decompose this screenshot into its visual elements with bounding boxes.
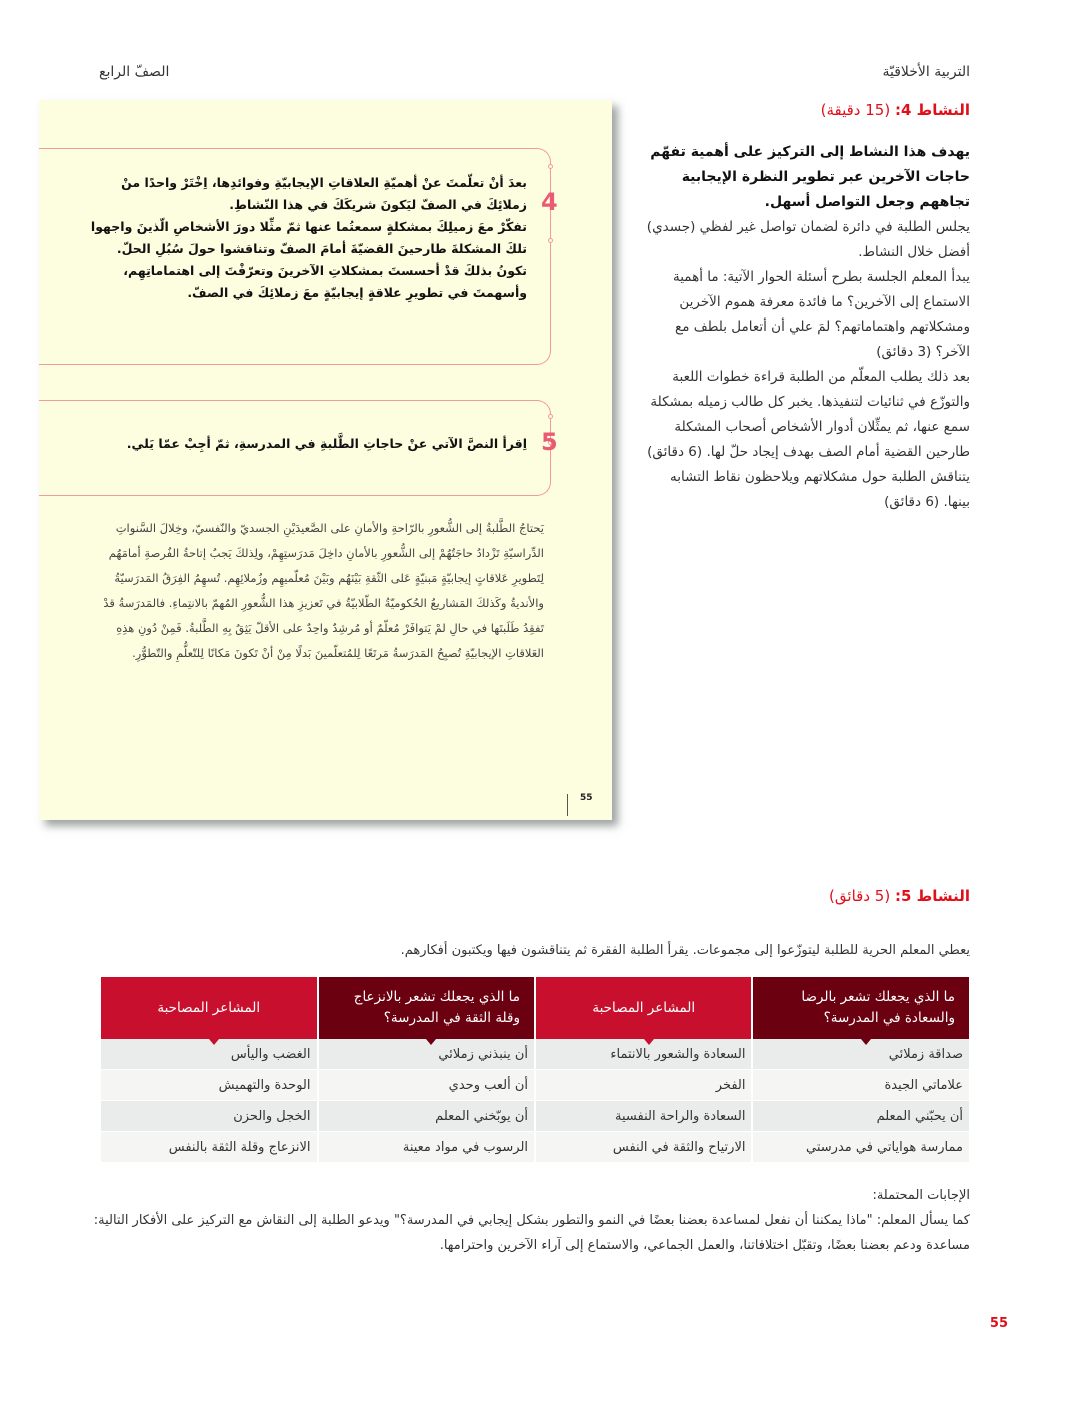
pointer-icon [426,1039,436,1045]
activity4-label: النشاط 4: [894,101,970,119]
table-cell: الارتياح والثقة في النفس [536,1132,751,1163]
item5-text: اِقرأ النصَّ الآتي عنْ حاجاتِ الطَّلبةِ في المدرسةِ، ثمّ أجِبْ عمّا يَلي. [126,436,527,451]
table-cell: الغضب واليأس [101,1039,317,1070]
activity4-paragraph: يجلس الطلبة في دائرة لضمان تواصل غير لفظي (جسدي) أفضل خلال النشاط. [646,219,970,260]
table-row [101,1132,969,1163]
table-cell: أن يحبّني المعلم [753,1101,969,1132]
header-text: المشاعر المصاحبة [157,999,261,1016]
pointer-icon [861,1039,871,1045]
pointer-icon [644,1039,654,1045]
item4-line: بعدَ أنْ تعلّمتَ عنْ أهميّةِ العلاقاتِ الإيجابيّةِ وفوائدِها، اِخْتَرْ واحدًا منْ زملائِكَ في الصفّ ليَكونَ شريكَكَ في هذا النّشاطِ. [121,175,527,212]
table-row [101,1070,969,1101]
item4-text [89,172,527,304]
item4-line: تكونُ بذلكَ قدْ أحسستَ بمشكلاتِ الآخرينَ وتعرّفْتَ إلى اهتماماتِهِم، وأسهمتَ في تطويرِ علاقةٍ إيجابيّةٍ معَ زملائِكَ في الصفّ. [123,263,527,300]
table-cell: السعادة والراحة النفسية [536,1101,751,1132]
table-header [536,977,751,1039]
table-cell: الخجل والحزن [101,1101,317,1132]
bullet-dot [548,164,553,169]
activity4-duration: (15 دقيقة) [820,101,891,119]
bullet-dot [548,414,553,419]
table-cell: ممارسة هواياتي في مدرستي [753,1132,969,1163]
footer-divider [567,794,568,816]
header-text: ما الذي يجعلك تشعر بالانزعاج وقلة الثقة في المدرسة؟ [353,989,521,1026]
activity4-paragraph: بعد ذلك يطلب المعلّم من الطلبة قراءة خطوات اللعبة والتوزّع في ثنائيات لتنفيذها. يخبر كل طالب زميله بمشكلة سمع عنها، ثم يمثِّلان أدوار الأشخاص أصحاب المشكلة طارحين القضية أمام الصف بهدف إيجاد حلّ لها. (6 دقائق) [647,369,970,460]
passage-text: يَحتاجُ الطَّلبةُ إلى الشُّعورِ بالرّاحةِ والأمانِ على الصَّعيدَيْنِ الجسديّ والنّفسيّ، وخِلالَ السَّنواتِ الدِّراسيّةِ تَزْدادُ حاجَتُهُمْ إلى الشُّعورِ بالأمانِ داخِلَ مَدرَستِهِمْ، ولِذلكَ يَجبُ إتاحةُ الفُرصةِ أمامَهُم لِتَطويرِ عَلاقاتٍ إيجابيّةٍ مَبنيّةٍ عَلى الثّقةِ بَيْنَهُم وبَيْنَ مُعلّميهِم وزُملائِهِم. تُسهِمُ الفِرَقُ المَدرَسيّةُ والأنديةُ وكَذلكَ المَشاريعُ الحُكوميّةُ الطّلابيّةُ في تَعزيزِ هذا الشُّعورِ المُهمّ بالانتِماءِ. فالمَدرَسةُ قدْ تَفقِدُ طَلَبتَها في حالِ لمْ يَتوافَرْ مُعلّمٌ أو مُرشِدٌ واحِدٌ على الأقلّ يَثِقُ بِهِ الطَّلبةُ. فَمِنْ دُونِ هذِهِ العَلاقاتِ الإيجابيّةِ تُصبِحُ المَدرَسةُ مَرتَعًا لِلمُتعلّمينَ بَدلًا مِنْ أنْ تَكونَ مَكانًا لِلتّعلُّمِ والتّطوُّرِ. [103,521,544,660]
student-page-number: 55 [580,793,593,803]
student-book-page [39,100,612,820]
table-cell: أن ينبذني زملائي [319,1039,535,1070]
pointer-icon [209,1039,219,1045]
table-row [101,1039,969,1070]
table-cell: الوحدة والتهميش [101,1070,317,1101]
table-cell: الفخر [536,1070,751,1101]
subject-title: التربية الأخلاقيّة [882,64,970,80]
bullet-dot [548,238,553,243]
item4-line: تفكّرْ معَ زميلِكَ بمشكلةٍ سمعتُما عنها ثمّ مثِّلا دورَ الأشخاصِ الّذينَ واجهوا تلكَ المشكلةَ طارحينَ القضيّةَ أمامَ الصفّ وتناقشوا حولَ سُبُلِ الحلّ. [90,219,527,256]
header-text: ما الذي يجعلك تشعر بالرضا والسعادة في المدرسة؟ [801,989,955,1026]
table-row [101,1101,969,1132]
table-cell: صداقة زملائي [753,1039,969,1070]
feelings-table [99,977,971,1163]
table-cell: أن ألعب وحدي [319,1070,535,1101]
activity5-intro: يعطي المعلم الحرية للطلبة ليتوزّعوا إلى مجموعات. يقرأ الطلبة الفقرة ثم يتناقشون فيها ويكتبون أفكارهم. [400,943,970,958]
activity5-duration: (5 دقائق) [829,887,891,905]
table-cell: أن يوبّخني المعلم [319,1101,535,1132]
grade-label: الصفّ الرابع [99,64,170,80]
table-header [319,977,535,1039]
header-text: المشاعر المصاحبة [592,999,696,1016]
activity4-lead: يهدف هذا النشاط إلى التركيز على أهمية تفهّم حاجات الآخرين عبر تطوير النظرة الإيجابية تجاههم وجعل التواصل أسهل. [650,144,970,210]
table-cell: علاماتي الجيدة [753,1070,969,1101]
possible-answers [90,1183,970,1258]
activity4-heading [821,101,970,119]
item5-number: 5 [541,428,558,456]
answers-line: مساعدة ودعم بعضنا بعضًا، وتقبّل اختلافاتنا، والعمل الجماعي، والاستماع إلى آراء الآخرين واحترامها. [439,1238,970,1253]
table-header [101,977,317,1039]
activity5-label: النشاط 5: [894,887,970,905]
activity4-paragraph: يتناقش الطلبة حول مشكلاتهم ويلاحظون نقاط التشابه بينها. (6 دقائق) [670,469,970,510]
activity5-heading [829,887,970,905]
activity4-paragraph: يبدأ المعلم الجلسة بطرح أسئلة الحوار الآتية: ما أهمية الاستماع إلى الآخرين؟ ما فائدة معرفة هموم الآخرين ومشكلاتهم واهتماماتهم؟ لمَ علي أن أتعامل بلطف مع الآخر؟ (3 دقائق) [672,269,970,360]
table-cell: السعادة والشعور بالانتماء [536,1039,751,1070]
table-header [753,977,969,1039]
answers-line: كما يسأل المعلم: "ماذا يمكننا أن نفعل لمساعدة بعضنا بعضًا في النمو والتطور بشكل إيجابي في المدرسة؟" ويدعو الطلبة إلى النقاش مع التركيز على الأفكار التالية: [93,1213,970,1228]
table-cell: الانزعاج وقلة الثقة بالنفس [101,1132,317,1163]
table-cell: الرسوب في مواد معينة [319,1132,535,1163]
activity4-description [640,140,970,515]
item4-number: 4 [541,188,558,216]
page-number: 55 [989,1316,1008,1331]
answers-label: الإجابات المحتملة: [872,1188,970,1203]
